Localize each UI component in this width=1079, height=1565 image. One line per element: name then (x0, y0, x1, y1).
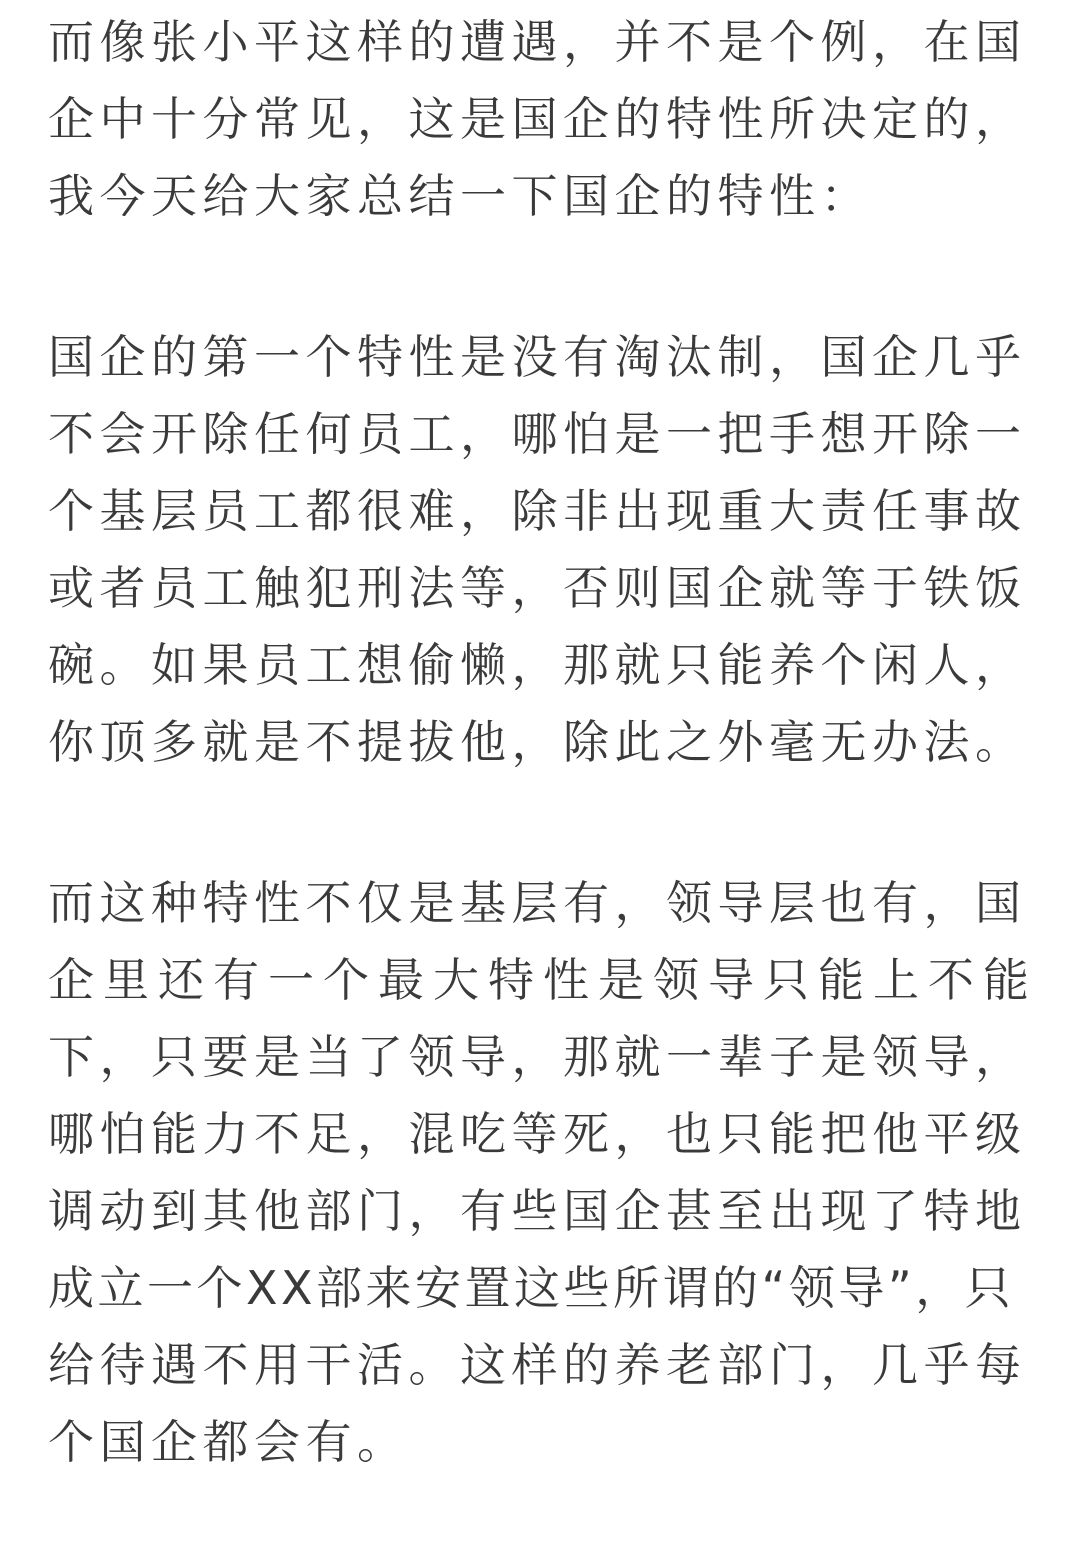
text-line: 哪怕能力不足，混吃等死，也只能把他平级 (48, 1107, 1027, 1161)
article-body (48, 4, 1038, 1565)
paragraph-leadership-trait (48, 865, 1038, 1481)
text-line: 碗。如果员工想偷懒，那就只能养个闲人， (48, 638, 1027, 692)
text-line: 不会开除任何员工，哪怕是一把手想开除一 (48, 407, 1027, 461)
text-line: 或者员工触犯刑法等，否则国企就等于铁饭 (48, 561, 1027, 615)
text-line: 给待遇不用干活。这样的养老部门，几乎每 (48, 1338, 1027, 1392)
text-line: 个基层员工都很难，除非出现重大责任事故 (48, 484, 1027, 538)
text-line: 成立一个XX部来安置这些所谓的“领导”，只 (48, 1261, 1015, 1315)
paragraph-first-trait (48, 319, 1038, 781)
text-line: 企里还有一个最大特性是领导只能上不能 (48, 953, 1038, 1007)
paragraph-intro (48, 4, 1038, 235)
text-line: 而这种特性不仅是基层有，领导层也有，国 (48, 876, 1027, 930)
text-line: 而像张小平这样的遭遇，并不是个例，在国 (48, 15, 1027, 69)
text-line: 你顶多就是不提拔他，除此之外毫无办法。 (48, 715, 1027, 769)
text-line: 调动到其他部门，有些国企甚至出现了特地 (48, 1184, 1027, 1238)
text-line: 下，只要是当了领导，那就一辈子是领导， (48, 1030, 1027, 1084)
text-line: 个国企都会有。 (48, 1415, 409, 1469)
text-line: 国企的第一个特性是没有淘汰制，国企几乎 (48, 330, 1027, 384)
text-line: 我今天给大家总结一下国企的特性： (48, 169, 872, 223)
text-line: 企中十分常见，这是国企的特性所决定的， (48, 92, 1027, 146)
